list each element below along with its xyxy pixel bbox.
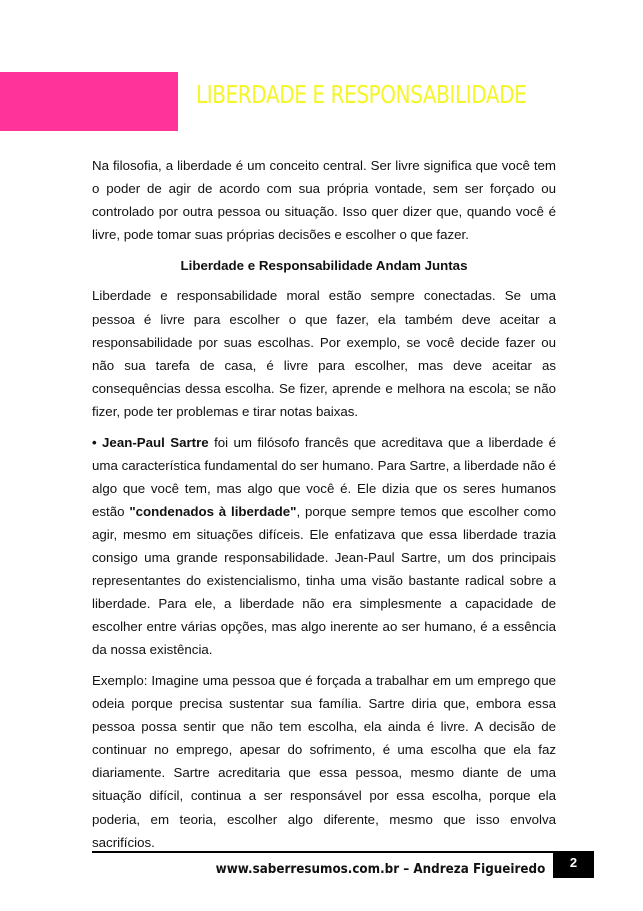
paragraph-example: Exemplo: Imagine uma pessoa que é forçada a trabalhar em um emprego que odeia porque precisa sustentar sua família. Sartre diria que, embora essa pessoa possa sentir que não tem escolha, ela ainda é livre. A decisão de continuar no emprego, apesar do sofrimento, é uma escolha que ela faz diariamente. Sartre acreditaria que essa pessoa, mesmo diante de uma situação difícil, continua a ser responsável por essa escolha, porque ela poderia, em teoria, escolher algo diferente, mesmo que isso envolva sacrifícios. [92, 672, 556, 850]
document-body [92, 154, 556, 861]
sartre-quote: "condenados à liberdade" [129, 503, 297, 519]
footer-credit: www.saberresumos.com.br – Andreza Figueiredo [215, 862, 545, 877]
sartre-text-2: , porque sempre temos que escolher como agir, mesmo em situações difíceis. Ele enfatizava que essa liberdade trazia consigo uma grande responsabilidade. Jean-Paul Sartre, um dos principais representantes do existencialismo, tinha uma visão bastante radical sobre a liberdade. Para ele, a liberdade não era simplesmente a capacidade de escolher entre várias opções, mas algo inerente ao ser humano, é a essência da nossa existência. [92, 503, 556, 658]
section-heading: Liberdade e Responsabilidade Andam Juntas [180, 257, 468, 273]
footer-divider [92, 851, 594, 853]
sartre-text-1: foi um filósofo francês que acreditava que a liberdade é uma característica fundamental do ser humano. Para Sartre, a liberdade não é algo que você tem, mas algo que você é. Ele dizia que os seres humanos estão [92, 434, 556, 519]
paragraph-responsibility: Liberdade e responsabilidade moral estão sempre conectadas. Se uma pessoa é livre para escolher o que fazer, ela também deve aceitar a responsabilidade por suas escolhas. Por exemplo, se você decide fazer ou não sua tarefa de casa, é livre para escolher, mas deve aceitar as consequências dessa escolha. Se fizer, aprende e melhora na escola; se não fizer, pode ter problemas e tirar notas baixas. [92, 288, 556, 419]
header-accent-block [0, 72, 178, 131]
page-title: LIBERDADE E RESPONSABILIDADE [196, 80, 527, 109]
paragraph-intro: Na filosofia, a liberdade é um conceito central. Ser livre significa que você tem o poder de agir de acordo com sua própria vontade, sem ser forçado ou controlado por outra pessoa ou situação. Isso quer dizer que, quando você é livre, pode tomar suas próprias decisões e escolher o que fazer. [92, 158, 556, 243]
paragraph-sartre [92, 431, 556, 662]
page-number: 2 [553, 851, 594, 878]
sartre-name: • Jean-Paul Sartre [92, 434, 209, 450]
